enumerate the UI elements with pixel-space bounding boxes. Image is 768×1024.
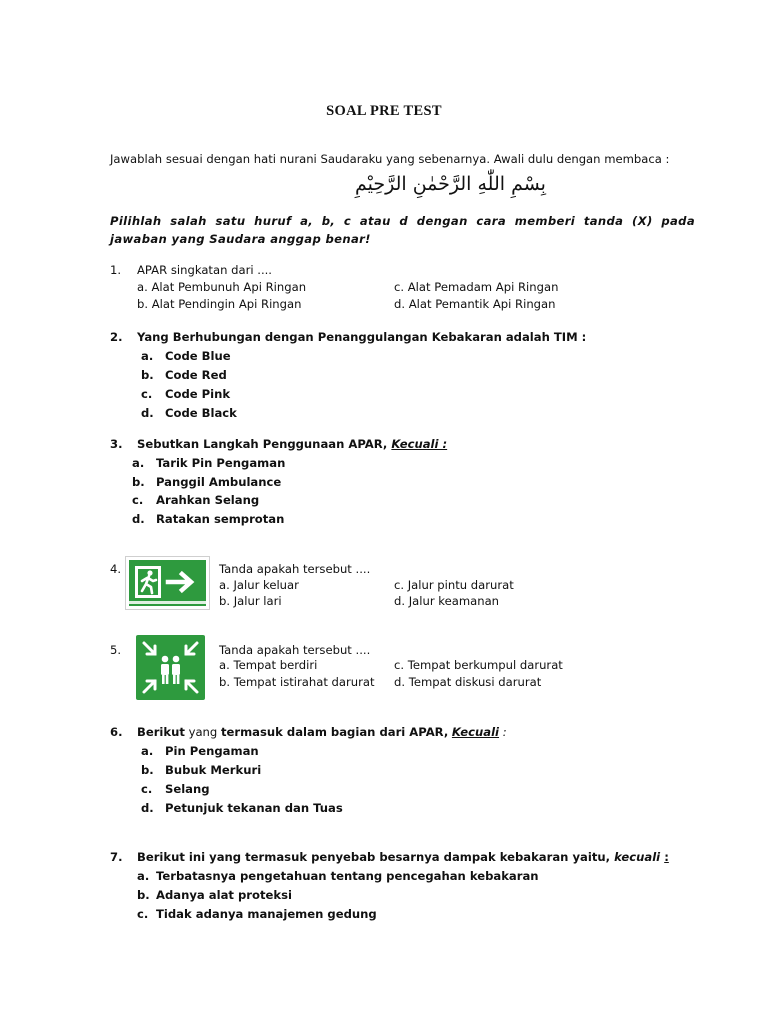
option-c[interactable] (132, 492, 259, 509)
question-text: APAR singkatan dari .... (137, 263, 272, 277)
option-text: Jalur keluar (233, 578, 299, 592)
option-letter: c. (394, 280, 405, 294)
page-title: SOAL PRE TEST (326, 103, 442, 119)
question-text-main: Sebutkan Langkah Penggunaan APAR, (137, 437, 388, 451)
question-emphasis: Kecuali (451, 725, 500, 739)
option-text: Code Black (165, 406, 237, 420)
question-text-part: termasuk dalam bagian dari APAR, (220, 725, 449, 739)
option-letter: b. (137, 888, 150, 902)
question-text (137, 436, 447, 453)
option-text: Arahkan Selang (156, 493, 260, 507)
option-letter: c. (137, 907, 149, 921)
option-letter: b. (219, 675, 231, 689)
option-letter: d. (394, 675, 406, 689)
option-text: Petunjuk tekanan dan Tuas (165, 801, 343, 815)
option-text: Ratakan semprotan (156, 512, 285, 526)
option-b[interactable] (137, 887, 292, 904)
question-emphasis: Kecuali : (391, 437, 448, 451)
option-letter: d. (141, 801, 154, 815)
option-text: Code Blue (165, 349, 231, 363)
option-a[interactable] (141, 348, 231, 365)
option-d[interactable] (141, 800, 343, 817)
option-c[interactable] (394, 279, 558, 296)
option-b[interactable] (141, 367, 227, 384)
option-b[interactable] (141, 762, 261, 779)
option-a[interactable] (137, 279, 306, 296)
option-a[interactable] (141, 743, 259, 760)
question-text (137, 724, 507, 741)
option-text: Tempat berkumpul darurat (407, 658, 563, 672)
option-letter: b. (137, 297, 149, 311)
option-b[interactable] (137, 296, 301, 313)
option-b[interactable] (219, 593, 282, 610)
option-text: Bubuk Merkuri (165, 763, 262, 777)
option-letter: d. (132, 512, 145, 526)
option-text: Panggil Ambulance (156, 475, 282, 489)
question-number: 2. (110, 330, 123, 344)
question-tail: : (502, 725, 507, 739)
option-text: Alat Pemantik Api Ringan (408, 297, 556, 311)
option-text: Tempat diskusi darurat (408, 675, 542, 689)
option-letter: a. (141, 349, 154, 363)
intro-text: Jawablah sesuai dengan hati nurani Saudaraku yang sebenarnya. Awali dulu dengan membaca : (110, 152, 670, 166)
option-letter: d. (394, 297, 406, 311)
question-text-part: Berikut (137, 725, 185, 739)
option-c[interactable] (394, 577, 514, 594)
question-emphasis: kecuali (614, 850, 661, 864)
option-c[interactable] (141, 386, 230, 403)
option-text: Alat Pendingin Api Ringan (151, 297, 302, 311)
question-number: 4. (110, 562, 122, 576)
option-letter: a. (137, 280, 148, 294)
option-d[interactable] (141, 405, 237, 422)
option-letter: c. (394, 578, 405, 592)
option-text: Code Pink (165, 387, 231, 401)
option-text: Tempat istirahat darurat (233, 675, 375, 689)
option-letter: c. (132, 493, 144, 507)
option-d[interactable] (394, 674, 541, 691)
question-text (137, 849, 669, 866)
option-text: Adanya alat proteksi (156, 888, 292, 902)
option-letter: b. (219, 594, 231, 608)
option-text: Jalur pintu darurat (407, 578, 514, 592)
option-a[interactable] (132, 455, 285, 472)
question-text-main: Berikut ini yang termasuk penyebab besarnya dampak kebakaran yaitu, (137, 850, 611, 864)
option-c[interactable] (137, 906, 377, 923)
question-text-part: yang (188, 725, 218, 739)
option-text: Tempat berdiri (233, 658, 318, 672)
assembly-point-sign-icon (136, 635, 205, 700)
option-text: Jalur keamanan (408, 594, 500, 608)
option-letter: a. (132, 456, 145, 470)
option-text: Alat Pembunuh Api Ringan (151, 280, 307, 294)
option-a[interactable] (219, 577, 299, 594)
option-letter: a. (137, 869, 150, 883)
option-d[interactable] (132, 511, 284, 528)
option-letter: b. (132, 475, 145, 489)
option-letter: c. (141, 782, 153, 796)
question-number: 7. (110, 850, 123, 864)
option-letter: b. (141, 763, 154, 777)
option-text: Pin Pengaman (165, 744, 259, 758)
option-letter: d. (141, 406, 154, 420)
option-c[interactable] (141, 781, 210, 798)
option-c[interactable] (394, 657, 563, 674)
option-b[interactable] (219, 674, 375, 691)
emergency-exit-sign-icon (125, 556, 210, 610)
option-text: Selang (165, 782, 210, 796)
question-tail: : (664, 850, 669, 864)
option-letter: a. (141, 744, 154, 758)
question-number: 3. (110, 437, 123, 451)
option-text: Code Red (165, 368, 227, 382)
option-b[interactable] (132, 474, 281, 491)
question-text: Tanda apakah tersebut .... (219, 562, 371, 576)
option-letter: a. (219, 658, 230, 672)
option-a[interactable] (137, 868, 539, 885)
question-text: Tanda apakah tersebut .... (219, 643, 371, 657)
basmalah-calligraphy: بِسْمِ اللّٰهِ الرَّحْمٰنِ الرَّحِيْمِ (355, 173, 546, 195)
question-text: Yang Berhubungan dengan Penanggulangan Kebakaran adalah TIM : (137, 330, 587, 344)
option-letter: a. (219, 578, 230, 592)
option-letter: c. (394, 658, 405, 672)
option-d[interactable] (394, 296, 555, 313)
option-text: Tarik Pin Pengaman (156, 456, 286, 470)
question-number: 5. (110, 643, 122, 657)
question-number: 6. (110, 725, 123, 739)
option-letter: b. (141, 368, 154, 382)
option-text: Tidak adanya manajemen gedung (156, 907, 377, 921)
option-text: Jalur lari (233, 594, 282, 608)
question-number: 1. (110, 263, 122, 277)
option-a[interactable] (219, 657, 317, 674)
option-letter: c. (141, 387, 153, 401)
option-text: Alat Pemadam Api Ringan (407, 280, 559, 294)
option-d[interactable] (394, 593, 499, 610)
instruction-text: Pilihlah salah satu huruf a, b, c atau d dengan cara memberi tanda (X) pada jawaban yang Saudara anggap benar! (110, 214, 695, 246)
option-letter: d. (394, 594, 406, 608)
option-text: Terbatasnya pengetahuan tentang pencegahan kebakaran (156, 869, 539, 883)
